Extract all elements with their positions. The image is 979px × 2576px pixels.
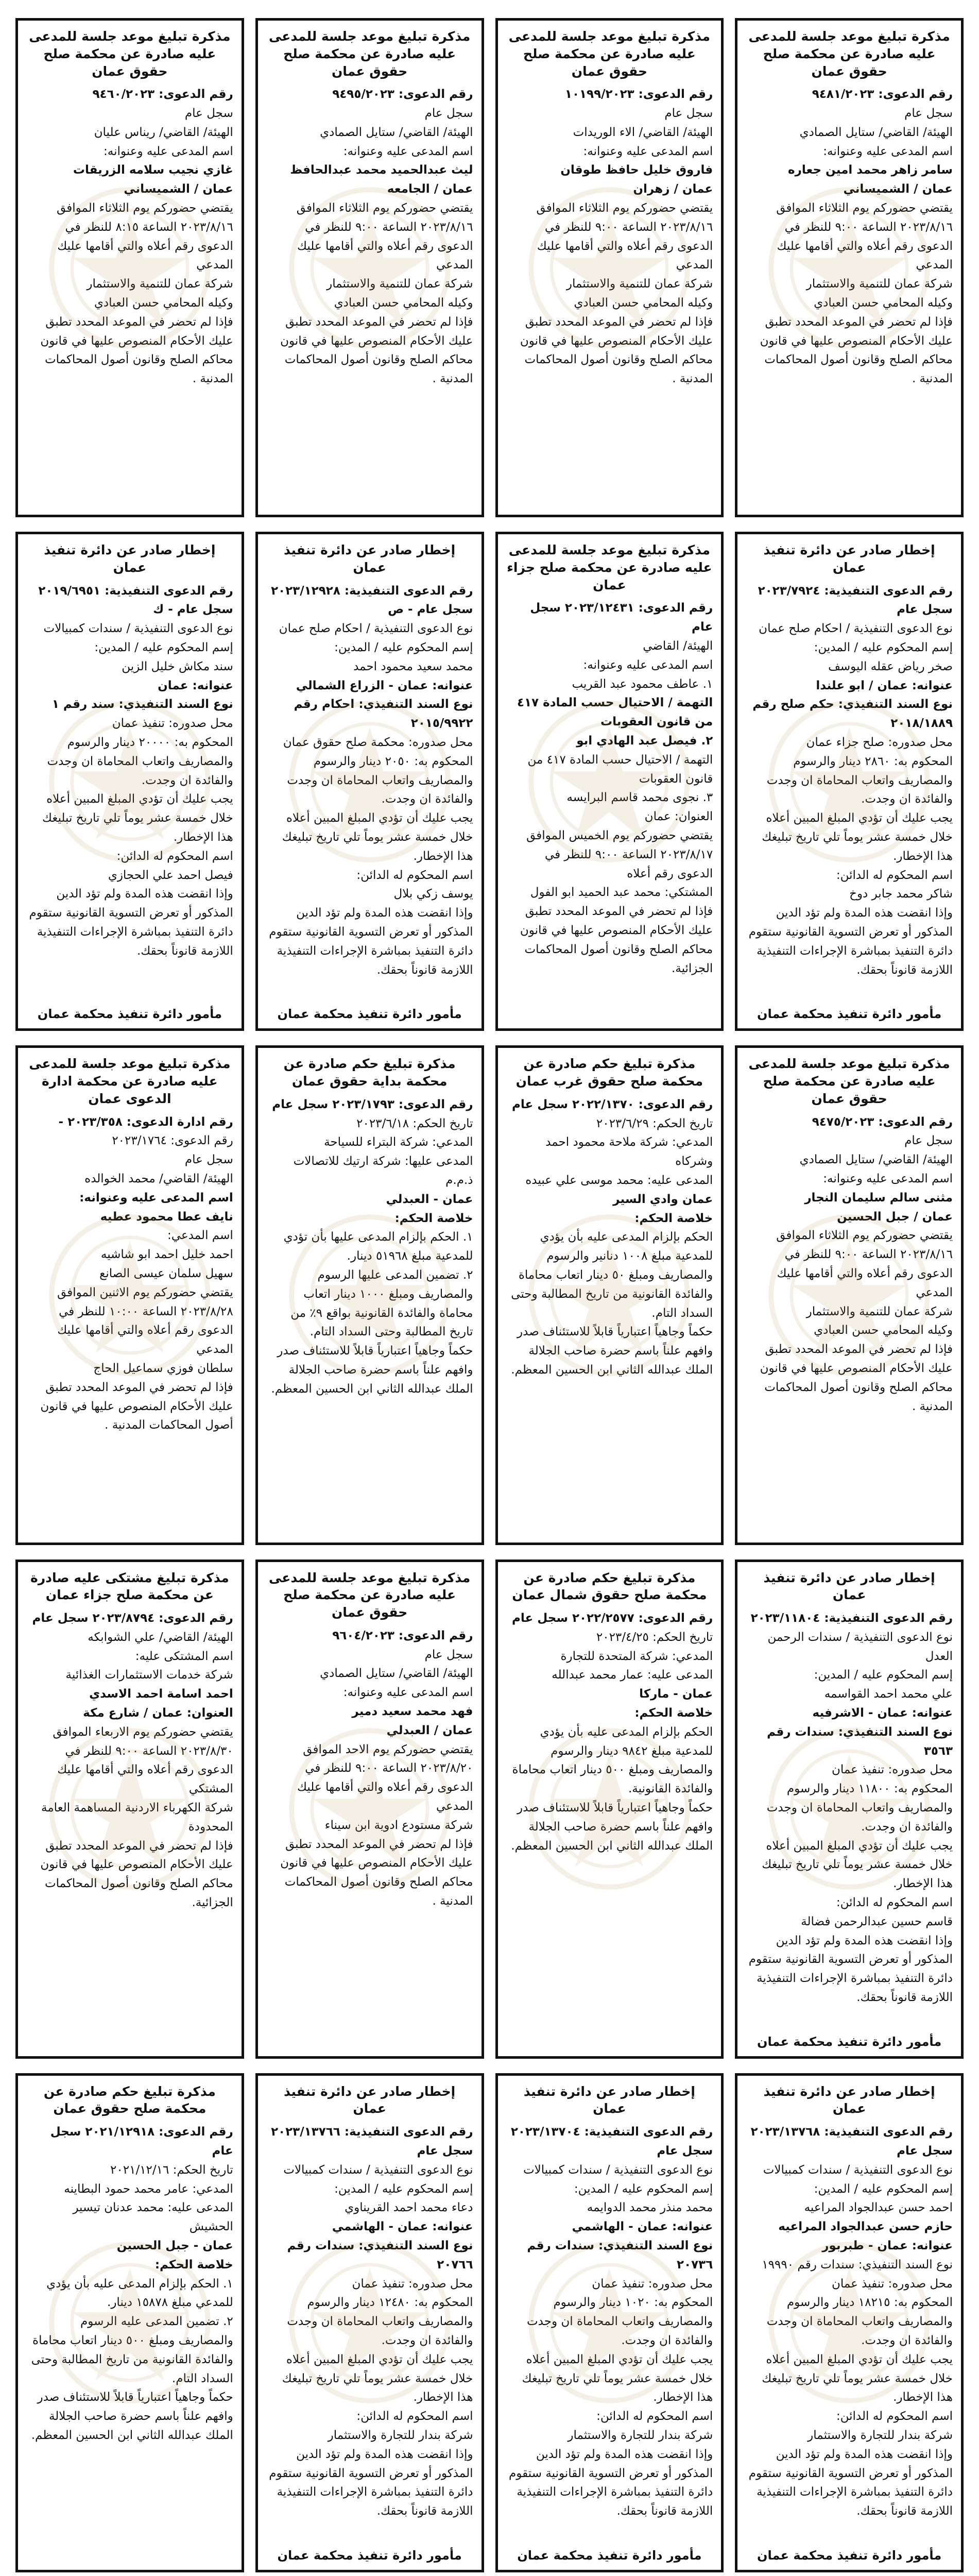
notice-footer: مأمور دائرة تنفيذ محكمة عمان [517, 2548, 702, 2563]
notice-card [495, 1560, 724, 2059]
notice-line: يجب عليك أن تؤدي المبلغ المبين أعلاه خلال خمسة عشر يوماً تلي تاريخ تبليغك هذا الإخطار. [518, 2352, 713, 2404]
notice-line: عمان / زهران [633, 182, 713, 196]
notice-line: شركة عمان للتنمية والاستثمار [806, 277, 953, 291]
notice-line: نوع الدعوى التنفيذية / سندات كمبيالات [763, 2163, 953, 2177]
notice-line: اسم المحكوم له الدائن: [116, 849, 233, 863]
notice-title: مذكرة تبليغ موعد جلسة للمدعى عليه صادرة عن محكمة صلح حقوق عمان [748, 29, 950, 79]
notice-card [735, 18, 964, 517]
notice-line: محل صدوره: تنفيذ عمان [831, 2277, 953, 2291]
notice-line: حازم حسن عبدالجواد المراعيه [778, 2220, 953, 2234]
notice-line: رقم الدعوى: ١٠١٩٩/٢٠٢٣ [564, 88, 713, 101]
notice-line: صخر رياض عقله اليوسف [828, 659, 953, 673]
notice-line: فإذا لم تحضر في الموعد المحدد تطبق عليك الأحكام المنصوص عليها في قانون أصول المحاكمات المدنية . [37, 1380, 233, 1432]
notice-line: وكيله المحامي حسن العبادي [574, 296, 713, 310]
notice-line: وإذا انقضت هذه المدة ولم تؤد الدين المذكور أو تعرض التسوية القانونية ستقوم دائرة التنفيذ بمباشرة الإجراءات التنفيذية اللازمة قانوناً بحقك. [745, 2447, 953, 2518]
notice-line: رقم الدعوى: ٢٠٢٣/١٧٩٣ سجل عام [272, 1097, 473, 1111]
notice-line: اسم المحكوم له الدائن: [356, 2410, 473, 2424]
notice-line: عنوانه: عمان - الاشرفيه [812, 1706, 953, 1720]
notice-line: عمان / الجامعه [387, 182, 473, 196]
notice-line: عنوانه: عمان [158, 679, 233, 692]
notice-card [735, 532, 964, 1031]
notice-line: عمان - العبدلي [386, 1192, 473, 1206]
notice-line: اسم المدعى عليه وعنوانه: [343, 1686, 473, 1700]
notice-footer: مأمور دائرة تنفيذ محكمة عمان [277, 2548, 462, 2563]
notice-footer: مأمور دائرة تنفيذ محكمة عمان [757, 2034, 942, 2049]
notice-line: المدعي: عامر محمد حمود البطاينه [64, 2182, 233, 2196]
notice-footer: مأمور دائرة تنفيذ محكمة عمان [37, 1007, 222, 1022]
notice-line: نوع الدعوى التنفيذية / سندات كمبيالات [523, 2163, 713, 2177]
notice-card [255, 1560, 484, 2059]
notice-card [735, 1045, 964, 1545]
notice-line: نايف عطا محمود عطيه [100, 1210, 233, 1224]
notice-line: اسم المشتكى عليه: [135, 1649, 233, 1663]
notice-line: يجب عليك أن تؤدي المبلغ المبين أعلاه خلال خمسة عشر يوماً تلي تاريخ تبليغك هذا الإخطار. [758, 1839, 953, 1891]
notice-line: الهيئة/ القاضي/ ستايل الصمادي [320, 125, 473, 139]
notice-line: اسم المحكوم له الدائن: [356, 868, 473, 882]
notice-line: اسم المدعى عليه وعنوانه: [79, 1191, 233, 1205]
notice-line: اسم المدعى عليه وعنوانه: [583, 144, 713, 158]
notice-line: سلطان فوزي سماعيل الحاج [93, 1361, 233, 1375]
notice-line: اسم المحكوم له الدائن: [836, 1895, 953, 1909]
notice-footer: مأمور دائرة تنفيذ محكمة عمان [757, 1007, 942, 1022]
notice-line: خلاصة الحكم: [634, 1211, 713, 1225]
notice-footer: مأمور دائرة تنفيذ محكمة عمان [757, 2548, 942, 2563]
notice-card [495, 1045, 724, 1545]
notice-title: مذكرة تبليغ مشتكى عليه صادرة عن محكمة صلح جزاء عمان [30, 1570, 229, 1603]
notice-line: وإذا انقضت هذه المدة ولم تؤد الدين المذكور أو تعرض التسوية القانونية ستقوم دائرة التنفيذ بمباشرة الإجراءات التنفيذية اللازمة قانوناً بحقك. [745, 906, 953, 977]
notice-line: رقم الدعوى: ٩٤٦٠/٢٠٢٣ [92, 88, 233, 101]
notice-line: عمان / العبدلي [386, 1723, 473, 1737]
notices-grid [15, 18, 964, 2576]
notice-line: رقم ادارة الدعوى: ٢٠٢٣/٣٥٨ - [58, 1115, 233, 1129]
notice-card [15, 532, 244, 1031]
notice-line: غازي نجيب سلامه الزريقات [73, 163, 233, 177]
notice-line: محمد منذر محمد الدوايمه [587, 2201, 713, 2215]
notice-title: مذكرة تبليغ موعد جلسة للمدعى عليه صادرة عن محكمة صلح حقوق عمان [508, 29, 711, 79]
notice-card [255, 2073, 484, 2572]
notice-line: رقم الدعوى التنفيذية: ٢٠٢٣/١١٨٠٤ [750, 1612, 953, 1625]
notice-line: تاريخ الحكم: ٢٠٢٣/٤/٢٥ [596, 1630, 713, 1644]
notice-line: رقم الدعوى: ٩٤٧٥/٢٠٢٣ [812, 1115, 953, 1129]
notice-line: فإذا لم تحضر في الموعد المحدد تطبق عليك الأحكام المنصوص عليها في قانون محاكم الصلح وقانون أصول المحاكمات الجزائية. [37, 1839, 233, 1909]
notice-title: مذكرة تبليغ موعد جلسة للمدعى عليه صادرة عن محكمة ادارة الدعوى عمان [29, 1056, 231, 1106]
notice-line: إسم المحكوم عليه / المدين: [334, 641, 473, 655]
notice-line: يجب عليك أن تؤدي المبلغ المبين أعلاه خلال خمسة عشر يوماً تلي تاريخ تبليغك هذا الإخطار. [758, 2352, 953, 2404]
notice-line: محل صدوره: تنفيذ عمان [592, 2277, 713, 2291]
notice-line: اسم المحكوم له الدائن: [836, 868, 953, 882]
notice-line: يقتضي حضوركم يوم الثلاثاء الموافق ٢٠٢٣/٨/١٦ الساعة ٩:٠٠ للنظر في الدعوى رقم أعلاه والتي أقامها عليك المدعي [772, 201, 953, 272]
notice-line: شاكر محمد جابر دوخ [849, 887, 953, 901]
notice-title: إخطار صادر عن دائرة تنفيذ عمان [284, 2083, 456, 2116]
notice-line: سجل عام [424, 107, 473, 121]
notice-title: مذكرة تبليغ حكم صادرة عن محكمة صلح حقوق عمان [43, 2083, 216, 2116]
notice-line: يقتضي حضوركم يوم الخميس الموافق ٢٠٢٣/٨/١٧ الساعة ٩:٠٠ للنظر في الدعوى رقم أعلاه [522, 828, 713, 880]
notice-line: يجب عليك أن تؤدي المبلغ المبين أعلاه خلال خمسة عشر يوماً تلي تاريخ تبليغك هذا الإخطار. [278, 811, 473, 863]
notice-line: المحكوم به: ٢٠٥٠ دينار والرسوم والمصاريف واتعاب المحاماة ان وجدت والفائدة ان وجدت. [283, 754, 473, 806]
notice-title: إخطار صادر عن دائرة تنفيذ عمان [763, 1570, 935, 1603]
notice-line: رقم الدعوى: ٢٠٢٣/١٢٤٣١ سجل عام [526, 601, 713, 634]
notice-line: الهيئة/ القاضي/ ستايل الصمادي [799, 1153, 953, 1167]
notice-line: شركة مستودع ادوية ابن سيناء [324, 1818, 473, 1832]
notice-line: عمان - ماركا [639, 1687, 713, 1701]
notice-card [255, 18, 484, 517]
notice-card [15, 1560, 244, 2059]
notice-line: وكيله المحامي حسن العبادي [94, 296, 233, 310]
notice-line: التهمة / الاحتيال حسب المادة ٤١٧ من قانون العقوبات [512, 696, 713, 729]
notice-line: المحكوم به: ١٢٤٨٠ دينار والرسوم والمصاريف واتعاب المحاماة ان وجدت والفائدة ان وجدت. [283, 2296, 473, 2347]
notice-line: المدعى عليه: محمد عدنان تيسير الحشيش [69, 2201, 233, 2234]
notice-line: يقتضي حضوركم يوم الثلاثاء الموافق ٢٠٢٣/٨/١٦ الساعة ٨:١٥ للنظر في الدعوى رقم أعلاه والتي أقامها عليك المدعي [53, 201, 233, 272]
notice-line: المحكوم به: ١٠٢٠ دينار والرسوم والمصاريف واتعاب المحاماة ان وجدت والفائدة ان وجدت. [523, 2296, 713, 2347]
notice-line: فيصل احمد علي الحجازي [108, 868, 233, 882]
notice-line: اسم المدعى عليه وعنوانه: [583, 658, 713, 672]
notice-line: المدعى عليها: شركة ارتيك للاتصالات ذ.م.م [289, 1155, 473, 1188]
notice-line: علي محمد احمد القواسمه [824, 1687, 953, 1701]
notice-card [15, 1045, 244, 1545]
notice-line: عمان / جبل الحسين [837, 1210, 953, 1224]
notice-line: رقم الدعوى التنفيذية: ٢٠٢٣/١٣٧٦٨ سجل عام [746, 2125, 953, 2158]
notice-line: قاسم حسين عبدالرحمن فضالة [801, 1914, 953, 1928]
notice-line: المدعى عليه: محمد موسى علي عبيده [525, 1174, 713, 1188]
notice-line: احمد حسن عبدالجواد المراعيه [804, 2201, 953, 2215]
notice-line: سجل عام [184, 107, 233, 121]
notice-line: الهيئة/ القاضي [643, 639, 713, 653]
notice-line: نوع السند التنفيذي: احكام رقم ٢٠١٥/٩٩٢٢ [289, 698, 473, 731]
notice-line: محمد سعيد محمود احمد [353, 659, 473, 673]
notice-line: الحكم بإلزام المدعى عليه بأن يؤدي للمدعية مبلغ ٩٨٤٢ دينار والرسوم والمصاريف ومبلغ ٥٠٠ دينار اتعاب محاماة والفائدة القانونية. [508, 1725, 713, 1796]
notice-line: يقتضي حضوركم يوم الثلاثاء الموافق ٢٠٢٣/٨/١٦ الساعة ٩:٠٠ للنظر في الدعوى رقم أعلاه والتي أقامها عليك المدعي [533, 201, 713, 272]
notice-line: يقتضي حضوركم يوم الاربعاء الموافق ٢٠٢٣/٨/٣٠ الساعة ٩:٠٠ للنظر في الدعوى رقم أعلاه والتي أقامها عليك المشتكي [49, 1725, 233, 1796]
notice-line: شركة بندار للتجارة والاستثمار [568, 2428, 713, 2442]
notice-line: شركة عمان للتنمية والاستثمار [87, 277, 233, 291]
notice-line: محل صدوره: تنفيذ عمان [352, 2277, 473, 2291]
notice-line: فإذا لم تحضر في الموعد المحدد تطبق عليك الأحكام المنصوص عليها في قانون محاكم الصلح وقانون أصول المحاكمات المدنية . [756, 315, 953, 386]
notice-line: سجل عام [424, 1648, 473, 1662]
notice-line: عنوانه: عمان / ابو علندا [816, 679, 953, 692]
notice-line: تاريخ الحكم: ٢٠٢٣/٦/١٨ [356, 1116, 473, 1130]
notice-line: المدعي: شركة المتحدة للتجارة [560, 1649, 713, 1663]
notice-line: سجل عام [664, 107, 713, 121]
notice-line: ٢. فيصل عبد الهادي ابو [576, 734, 713, 748]
notice-line: سند مكاش خليل الزين [122, 659, 233, 673]
notice-line: فإذا لم تحضر في الموعد المحدد تطبق عليك الأحكام المنصوص عليها في قانون محاكم الصلح وقانون أصول المحاكمات المدنية . [276, 1837, 473, 1908]
notice-footer: مأمور دائرة تنفيذ محكمة عمان [277, 1007, 462, 1022]
notice-line: وإذا انقضت هذه المدة ولم تؤد الدين المذكور أو تعرض التسوية القانونية ستقوم دائرة التنفيذ بمباشرة الإجراءات التنفيذية اللازمة قانوناً بحقك. [265, 906, 473, 977]
notice-line: العنوان: عمان / شارع مكة [83, 1706, 233, 1720]
notice-line: شركة عمان للتنمية والاستثمار [566, 277, 713, 291]
notice-line: المحكوم به: ١٨٢١٥ دينار والرسوم والمصاريف واتعاب المحاماة ان وجدت والفائدة ان وجدت. [763, 2296, 953, 2347]
notice-line: اسم المدعى عليه وعنوانه: [104, 144, 233, 158]
notice-line: احمد خليل احمد ابو شاشيه [100, 1248, 233, 1262]
notice-line: خلاصة الحكم: [154, 2258, 233, 2272]
notice-line: مثنى سالم سليمان النجار [804, 1191, 953, 1205]
notice-line: شركة الكهرباء الاردنية المساهمة العامة المحدودة [37, 1801, 233, 1834]
notice-title: مذكرة تبليغ موعد جلسة للمدعى عليه صادرة عن محكمة صلح حقوق عمان [268, 1570, 471, 1620]
notice-card [495, 2073, 724, 2572]
notice-line: إسم المحكوم عليه / المدين: [334, 2182, 473, 2196]
notice-line: الهيئة/ القاضي/ ستايل الصمادي [799, 125, 953, 139]
notice-line: شركة خدمات الاستثمارات الغذائية [65, 1668, 233, 1682]
notice-line: محل صدوره: تنفيذ عمان [831, 1763, 953, 1777]
notice-line: وإذا انقضت هذه المدة ولم تؤد الدين المذكور أو تعرض التسوية القانونية ستقوم دائرة التنفيذ بمباشرة الإجراءات التنفيذية اللازمة قانوناً بحقك. [25, 887, 233, 958]
notice-card [735, 1560, 964, 2059]
notice-line: الهيئة/ القاضي/ علي الشوابكه [88, 1630, 233, 1644]
notice-line: المدعى عليه: عمار محمد عبدالله [552, 1668, 713, 1682]
notice-line: رقم الدعوى: ٩٤٨١/٢٠٢٣ [812, 88, 953, 101]
notice-line: رقم الدعوى: ٢٠٢٢/١٣٧٠ سجل عام [512, 1097, 713, 1111]
notice-line: رقم الدعوى التنفيذية: ٢٠٢٣/١٣٧٦٦ سجل عام [267, 2125, 473, 2158]
notice-card [735, 2073, 964, 2572]
notice-line: تاريخ الحكم: ٢٠٢١/١٢/١٦ [110, 2163, 233, 2177]
notice-line: وكيله المحامي حسن العبادي [814, 1324, 953, 1337]
notice-card [15, 2073, 244, 2572]
notice-line: محل صدوره: تنفيذ عمان [112, 717, 233, 731]
notice-line: فإذا لم تحضر في الموعد المحدد تطبق عليك الأحكام المنصوص عليها في قانون محاكم الصلح وقانون أصول المحاكمات المدنية . [37, 315, 233, 386]
notice-line: رقم الدعوى: ٩٤٩٥/٢٠٢٣ [332, 88, 473, 101]
notice-title: مذكرة تبليغ حكم صادرة عن محكمة بداية حقوق عمان [283, 1056, 456, 1089]
notice-line: سجل عام [904, 1134, 953, 1148]
notice-line: نوع الدعوى التنفيذية / احكام صلح عمان [279, 622, 473, 636]
notice-line: نوع السند التنفيذي: سندات رقم ٢٠٧٦٦ [283, 2239, 473, 2272]
notice-line: التهمة / الاحتيال حسب المادة ٤١٧ من قانون العقوبات [524, 753, 713, 786]
notice-line: فاروق خليل حافظ طوقان [560, 163, 713, 177]
notice-line: ١. الحكم بإلزام المدعى عليها بأن تؤدي للمدعية مبلغ ٥١٩٦٨ دينار. [280, 1230, 473, 1263]
notice-line: عمان / الشميساني [124, 182, 233, 196]
notice-line: المحكوم به: ٢٠٠٠٠ دينار والرسوم والمصاريف واتعاب المحاماة ان وجدت والفائدة ان وجدت. [43, 736, 233, 787]
notice-line: إسم المحكوم عليه / المدين: [574, 2182, 713, 2196]
notice-line: عمان - جبل الحسين [116, 2239, 233, 2252]
notice-card [495, 18, 724, 517]
notice-line: خلاصة الحكم: [634, 1706, 713, 1720]
notice-line: نوع السند التنفيذي: حكم صلح رقم ٢٠١٨/١٨٨٩ [748, 698, 953, 731]
notice-line: يجب عليك أن تؤدي المبلغ المبين أعلاه خلال خمسة عشر يوماً تلي تاريخ تبليغك هذا الإخطار. [758, 811, 953, 863]
notice-line: الهيئة/ القاضي/ ريناس عليان [94, 125, 233, 139]
notice-line: رقم الدعوى التنفيذية: ٢٠٢٣/٧٩٢٤ سجل عام [753, 584, 953, 617]
notice-line: فإذا لم تحضر في الموعد المحدد تطبق عليك الأحكام المنصوص عليها في قانون محاكم الصلح وقانون أصول المحاكمات المدنية . [276, 315, 473, 386]
notice-line: فهد محمد سعيد دمير [352, 1704, 473, 1718]
notice-line: نوع الدعوى التنفيذية / سندات كمبيالات [283, 2163, 473, 2177]
notice-line: إسم المحكوم عليه / المدين: [814, 1668, 953, 1682]
notice-line: محل صدوره: محكمة صلح حقوق عمان [283, 736, 473, 750]
notice-line: حكماً وجاهياً اعتبارياً قابلاً للاستئناف صدر وافهم علناً باسم حضرة صاحب الجلالة الملك عبدالله الثاني ابن الحسين المعظم. [271, 1344, 473, 1396]
notice-line: فإذا لم تحضر في الموعد المحدد تطبق عليك الأحكام المنصوص عليها في قانون محاكم الصلح وقانون أصول المحاكمات الجزائية. [516, 905, 713, 975]
notice-line: تاريخ الحكم: ٢٠٢٣/٦/٢٩ [596, 1116, 713, 1130]
notice-line: سجل عام [184, 1153, 233, 1167]
notice-line: دعاء محمد احمد القريناوي [345, 2201, 473, 2215]
notice-line: اسم المدعى عليه وعنوانه: [823, 1172, 953, 1185]
notice-title: مذكرة تبليغ حكم صادرة عن محكمة صلح حقوق شمال عمان [512, 1570, 707, 1603]
notice-card [255, 532, 484, 1031]
notice-line: وإذا انقضت هذه المدة ولم تؤد الدين المذكور أو تعرض التسوية القانونية ستقوم دائرة التنفيذ بمباشرة الإجراءات التنفيذية اللازمة قانوناً بحقك. [505, 2447, 713, 2518]
notice-line: نوع السند التنفيذي: سندات رقم ٣٥٦٣ [763, 1725, 953, 1758]
notice-line: شركة بندار للتجارة والاستثمار [808, 2428, 953, 2442]
notice-line: رقم الدعوى التنفيذية: ٢٠١٩/٦٩٥١ سجل عام - ك [34, 584, 233, 617]
notice-line: وإذا انقضت هذه المدة ولم تؤد الدين المذكور أو تعرض التسوية القانونية ستقوم دائرة التنفيذ بمباشرة الإجراءات التنفيذية اللازمة قانوناً بحقك. [745, 1934, 953, 2004]
notice-line: حكماً وجاهياً اعتبارياً قابلاً للاستئناف صدر وافهم علناً باسم حضرة صاحب الجلالة الملك عبدالله الثاني ابن الحسين المعظم. [31, 2391, 233, 2442]
notice-line: الحكم بإلزام المدعى عليه بأن يؤدي للمدعية مبلغ ١٠٠٨ دنانير والرسوم والمصاريف ومبلغ ٥٠ دينار اتعاب محاماة والفائدة القانونية من تاريخ المطالبة وحتى السداد التام. [507, 1230, 713, 1320]
notice-line: إسم المحكوم عليه / المدين: [814, 641, 953, 655]
notice-line: حكماً وجاهياً اعتبارياً قابلاً للاستئناف صدر وافهم علناً باسم حضرة صاحب الجلالة الملك عبدالله الثاني ابن الحسين المعظم. [511, 1325, 713, 1377]
notice-line: حكماً وجاهياً اعتبارياً قابلاً للاستئناف صدر وافهم علناً باسم حضرة صاحب الجلالة الملك عبدالله الثاني ابن الحسين المعظم. [511, 1801, 713, 1853]
notice-line: المدعي: شركة البتراء للسياحة [324, 1136, 473, 1149]
notice-line: نوع الدعوى التنفيذية / احكام صلح عمان [759, 622, 953, 636]
notice-line: يجب عليك أن تؤدي المبلغ المبين أعلاه خلال خمسة عشر يوماً تلي تاريخ تبليغك هذا الإخطار. [278, 2352, 473, 2404]
notice-line: شركة بندار للتجارة والاستثمار [328, 2428, 473, 2442]
notice-line: شركة عمان للتنمية والاستثمار [327, 277, 473, 291]
notice-line: ٢. تضمين المدعى عليه الرسوم والمصاريف ومبلغ ٥٠٠ دينار اتعاب محاماة والفائدة القانونية من تاريخ المطالبة وحتى السداد التام. [27, 2315, 233, 2385]
notice-line: يقتضي حضوركم يوم الثلاثاء الموافق ٢٠٢٣/٨/١٦ الساعة ٩:٠٠ للنظر في الدعوى رقم أعلاه والتي أقامها عليك المدعي [293, 201, 473, 272]
notice-line: عنوانه: عمان - طبربور [822, 2239, 953, 2252]
notice-line: المحكوم به: ١١٨٠٠ دينار والرسوم والمصاريف واتعاب المحاماة ان وجدت والفائدة ان وجدت. [763, 1782, 953, 1834]
notice-line: اسم المدعي: [167, 1229, 233, 1243]
notice-line: الهيئة/ القاضي/ ستايل الصمادي [320, 1667, 473, 1681]
notice-line: يقتضي حضوركم يوم الثلاثاء الموافق ٢٠٢٣/٨/١٦ الساعة ٩:٠٠ للنظر في الدعوى رقم أعلاه والتي أقامها عليك المدعي [772, 1229, 953, 1299]
notice-line: اسم المدعى عليه وعنوانه: [343, 144, 473, 158]
notice-line: رقم الدعوى: ٩٦٠٤/٢٠٢٣ [332, 1629, 473, 1642]
notice-line: نوع السند التنفيذي: سند رقم ١ [51, 698, 233, 711]
notice-line: عنوانه: عمان - الزراع الشمالي [296, 679, 473, 692]
notice-line: اسم المدعى عليه وعنوانه: [823, 144, 953, 158]
notice-line: رقم الدعوى التنفيذية: ٢٠٢٣/١٢٩٢٨ سجل عام - ص [267, 584, 473, 617]
notice-line: نوع الدعوى التنفيذية / سندات كمبيالات [43, 622, 233, 636]
notice-line: الهيئة/ القاضي/ محمد الخوالده [84, 1172, 233, 1185]
notice-line: فإذا لم تحضر في الموعد المحدد تطبق عليك الأحكام المنصوص عليها في قانون محاكم الصلح وقانون أصول المحاكمات المدنية . [516, 315, 713, 386]
notice-line: رقم الدعوى التنفيذية: ٢٠٢٣/١٣٧٠٤ سجل عام [506, 2125, 713, 2158]
notice-line: فإذا لم تحضر في الموعد المحدد تطبق عليك الأحكام المنصوص عليها في قانون محاكم الصلح وقانون أصول المحاكمات المدنية . [756, 1343, 953, 1413]
notice-line: ١. الحكم بإلزام المدعى عليه بأن يؤدي للمدعي مبلغ ١٥٨٧٨ دينار. [42, 2277, 233, 2310]
notice-line: وكيله المحامي حسن العبادي [814, 296, 953, 310]
notice-line: خلاصة الحكم: [394, 1211, 473, 1225]
notice-title: إخطار صادر عن دائرة تنفيذ عمان [763, 2083, 935, 2116]
notice-line: عمان / الشميساني [843, 182, 953, 196]
notice-line: الهيئة/ القاضي/ الاء الوريدات [573, 125, 713, 139]
notice-title: مذكرة تبليغ حكم صادرة عن محكمة صلح حقوق غرب عمان [516, 1056, 703, 1089]
notice-line: سامر زاهر محمد امين جعاره [788, 163, 953, 177]
notice-line: المدعي: شركة ملاحة محمود احمد وشركاه [541, 1136, 713, 1168]
notice-line: العنوان: عمان [644, 810, 713, 824]
notice-line: نوع الدعوى التنفيذية / سندات الرحمن العدل [764, 1630, 953, 1663]
notice-line: رقم الدعوى: ٢٠٢٣/٨٧٩٤ سجل عام [32, 1612, 233, 1625]
notice-line: اسم المحكوم له الدائن: [596, 2410, 713, 2424]
notice-title: مذكرة تبليغ موعد جلسة للمدعى عليه صادرة عن محكمة صلح جزاء عمان [507, 543, 712, 592]
notice-line: إسم المحكوم عليه / المدين: [814, 2182, 953, 2196]
notice-title: إخطار صادر عن دائرة تنفيذ عمان [44, 543, 216, 575]
notice-line: احمد اسامة احمد الاسدي [89, 1687, 233, 1701]
notice-line: وإذا انقضت هذه المدة ولم تؤد الدين المذكور أو تعرض التسوية القانونية ستقوم دائرة التنفيذ بمباشرة الإجراءات التنفيذية اللازمة قانوناً بحقك. [265, 2447, 473, 2518]
notice-line: محل صدوره: صلح جزاء عمان [806, 736, 953, 750]
notice-line: عنوانه: عمان - الهاشمي [572, 2220, 713, 2234]
notice-title: إخطار صادر عن دائرة تنفيذ عمان [523, 2083, 695, 2116]
notice-line: يوسف زكي بلال [393, 887, 473, 901]
notice-line: رقم الدعوى: ٢٠٢١/١٢٩١٨ سجل عام [46, 2125, 233, 2158]
notice-line: نوع السند التنفيذي: سندات رقم ١٩٩٩٠ [762, 2258, 953, 2272]
notice-line: رقم الدعوى: ٢٠٢٢/٢٥٧٧ سجل عام [512, 1612, 713, 1625]
notice-line: اسم المحكوم له الدائن: [836, 2410, 953, 2424]
notice-title: مذكرة تبليغ موعد جلسة للمدعى عليه صادرة عن محكمة صلح حقوق عمان [268, 29, 471, 79]
notice-line: وكيله المحامي حسن العبادي [334, 296, 473, 310]
notice-line: رقم الدعوى: ٢٠٢٣/١٧٦٤ [112, 1134, 233, 1148]
notice-title: إخطار صادر عن دائرة تنفيذ عمان [763, 543, 935, 575]
notice-line: المشتكي: محمد عبد الحميد ابو الفول [530, 886, 713, 900]
notice-line: ٣. نجوى محمد قاسم البرايسه [566, 791, 713, 805]
notice-title: مذكرة تبليغ موعد جلسة للمدعى عليه صادرة عن محكمة صلح حقوق عمان [29, 29, 231, 79]
notice-line: عنوانه: عمان - الهاشمي [332, 2220, 473, 2234]
notice-line: عمان وادي السير [613, 1192, 713, 1206]
notice-card [255, 1045, 484, 1545]
notice-line: يجب عليك أن تؤدي المبلغ المبين أعلاه خلال خمسة عشر يوماً تلي تاريخ تبليغك هذا الإخطار. [38, 792, 233, 844]
notice-line: المحكوم به: ٢٨٦٠ دينار والرسوم والمصاريف واتعاب المحاماة ان وجدت والفائدة ان وجدت. [763, 754, 953, 806]
notice-line: ٢. تضمين المدعى عليها الرسوم والمصاريف ومبلغ ١٠٠٠ دينار اتعاب محاماة والفائدة القانونية بواقع ٩٪ من تاريخ المطالبة وحتى السداد التام. [286, 1268, 473, 1339]
notice-title: مذكرة تبليغ موعد جلسة للمدعى عليه صادرة عن محكمة صلح حقوق عمان [748, 1056, 950, 1106]
notice-line: يقتضي حضوركم يوم الاحد الموافق ٢٠٢٣/٨/٢٠ الساعة ٩:٠٠ للنظر في الدعوى رقم أعلاه والتي أقامها عليك المدعي [293, 1742, 473, 1813]
notice-line: سهيل سلمان عيسى الصانع [99, 1266, 233, 1280]
notice-line: ليث عبدالحميد محمد عبدالحافظ [290, 163, 473, 177]
notice-line: يقتضي حضوركم يوم الاثنين الموافق ٢٠٢٣/٨/٢٨ الساعة ١٠:٠٠ للنظر في الدعوى رقم أعلاه والتي أقامها عليك المدعي [53, 1285, 233, 1357]
notice-card [15, 18, 244, 517]
notice-line: سجل عام [904, 107, 953, 121]
notice-line: إسم المحكوم عليه / المدين: [94, 641, 233, 655]
notice-line: نوع السند التنفيذي: سندات رقم ٢٠٧٣٦ [523, 2239, 713, 2272]
notice-line: ١. عاطف محمود عبد القريب [572, 677, 713, 691]
notice-title: إخطار صادر عن دائرة تنفيذ عمان [284, 543, 456, 575]
notice-line: شركة عمان للتنمية والاستثمار [806, 1304, 953, 1318]
notice-card [495, 532, 724, 1031]
